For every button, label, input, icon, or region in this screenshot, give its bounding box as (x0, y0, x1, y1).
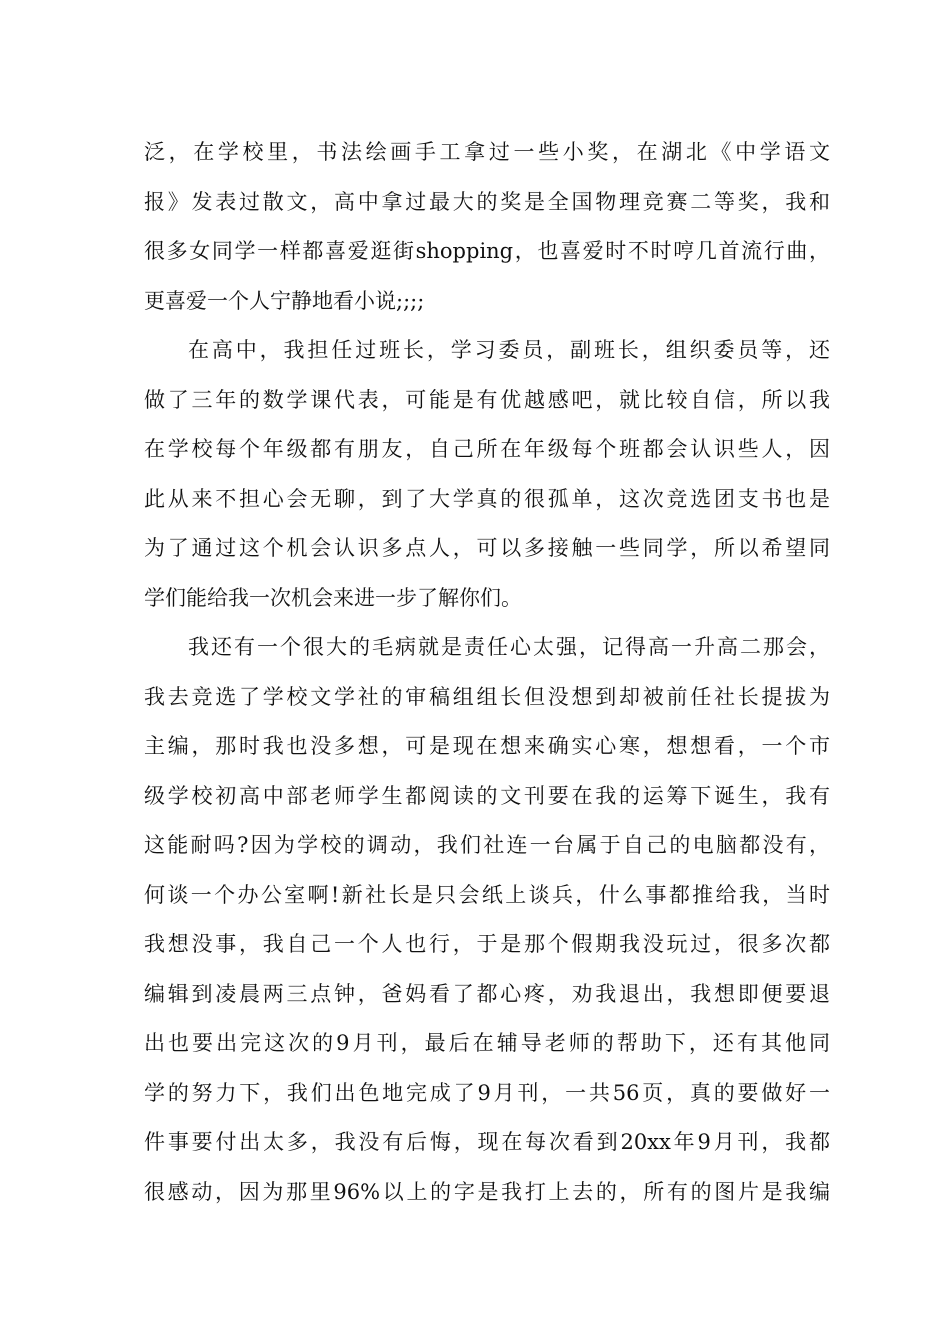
text-line: 在高中，我担任过班长，学习委员，副班长，组织委员等，还 (188, 338, 830, 362)
text-line: 很多女同学一样都喜爱逛街shopping，也喜爱时不时哼几首流行曲， (144, 239, 830, 263)
text-line: 编辑到凌晨两三点钟，爸妈看了都心疼，劝我退出，我想即便要退 (144, 981, 830, 1006)
text-line: 我去竞选了学校文学社的审稿组组长但没想到却被前任社长提拔为 (144, 684, 830, 709)
document-body (144, 128, 830, 1217)
paragraph (144, 326, 830, 623)
text-line: 在学校每个年级都有朋友，自己所在年级每个班都会认识些人，因 (144, 437, 830, 461)
text-line: 很感动，因为那里96%以上的字是我打上去的，所有的图片是我编 (144, 1179, 830, 1204)
text-line: 级学校初高中部老师学生都阅读的文刊要在我的运筹下诞生，我有 (144, 783, 830, 808)
text-line: 学们能给我一次机会来进一步了解你们。 (144, 585, 522, 610)
text-line: 这能耐吗?因为学校的调动，我们社连一台属于自己的电脑都没有， (144, 833, 830, 857)
text-line: 为了通过这个机会认识多点人，可以多接触一些同学，所以希望同 (144, 536, 830, 560)
text-line: 我还有一个很大的毛病就是责任心太强，记得高一升高二那会， (188, 635, 830, 659)
text-line: 我想没事，我自己一个人也行，于是那个假期我没玩过，很多次都 (144, 932, 830, 956)
text-line: 何谈一个办公室啊!新社长是只会纸上谈兵，什么事都推给我，当时 (144, 882, 830, 907)
text-line: 件事要付出太多，我没有后悔，现在每次看到20xx年9月刊，我都 (144, 1130, 830, 1154)
text-line: 做了三年的数学课代表，可能是有优越感吧，就比较自信，所以我 (144, 387, 830, 412)
paragraph (144, 623, 830, 1217)
text-line: 泛，在学校里，书法绘画手工拿过一些小奖，在湖北《中学语文 (144, 140, 830, 164)
text-line: 报》发表过散文，高中拿过最大的奖是全国物理竞赛二等奖，我和 (144, 189, 830, 214)
paragraph (144, 128, 830, 326)
text-line: 学的努力下，我们出色地完成了9月刊，一共56页，真的要做好一 (144, 1080, 830, 1105)
text-line: 主编，那时我也没多想，可是现在想来确实心寒，想想看，一个市 (144, 734, 830, 758)
text-line: 此从来不担心会无聊，到了大学真的很孤单，这次竞选团支书也是 (144, 486, 830, 511)
text-line: 更喜爱一个人宁静地看小说;;;; (144, 288, 425, 313)
text-line: 出也要出完这次的9月刊，最后在辅导老师的帮助下，还有其他同 (144, 1031, 830, 1055)
